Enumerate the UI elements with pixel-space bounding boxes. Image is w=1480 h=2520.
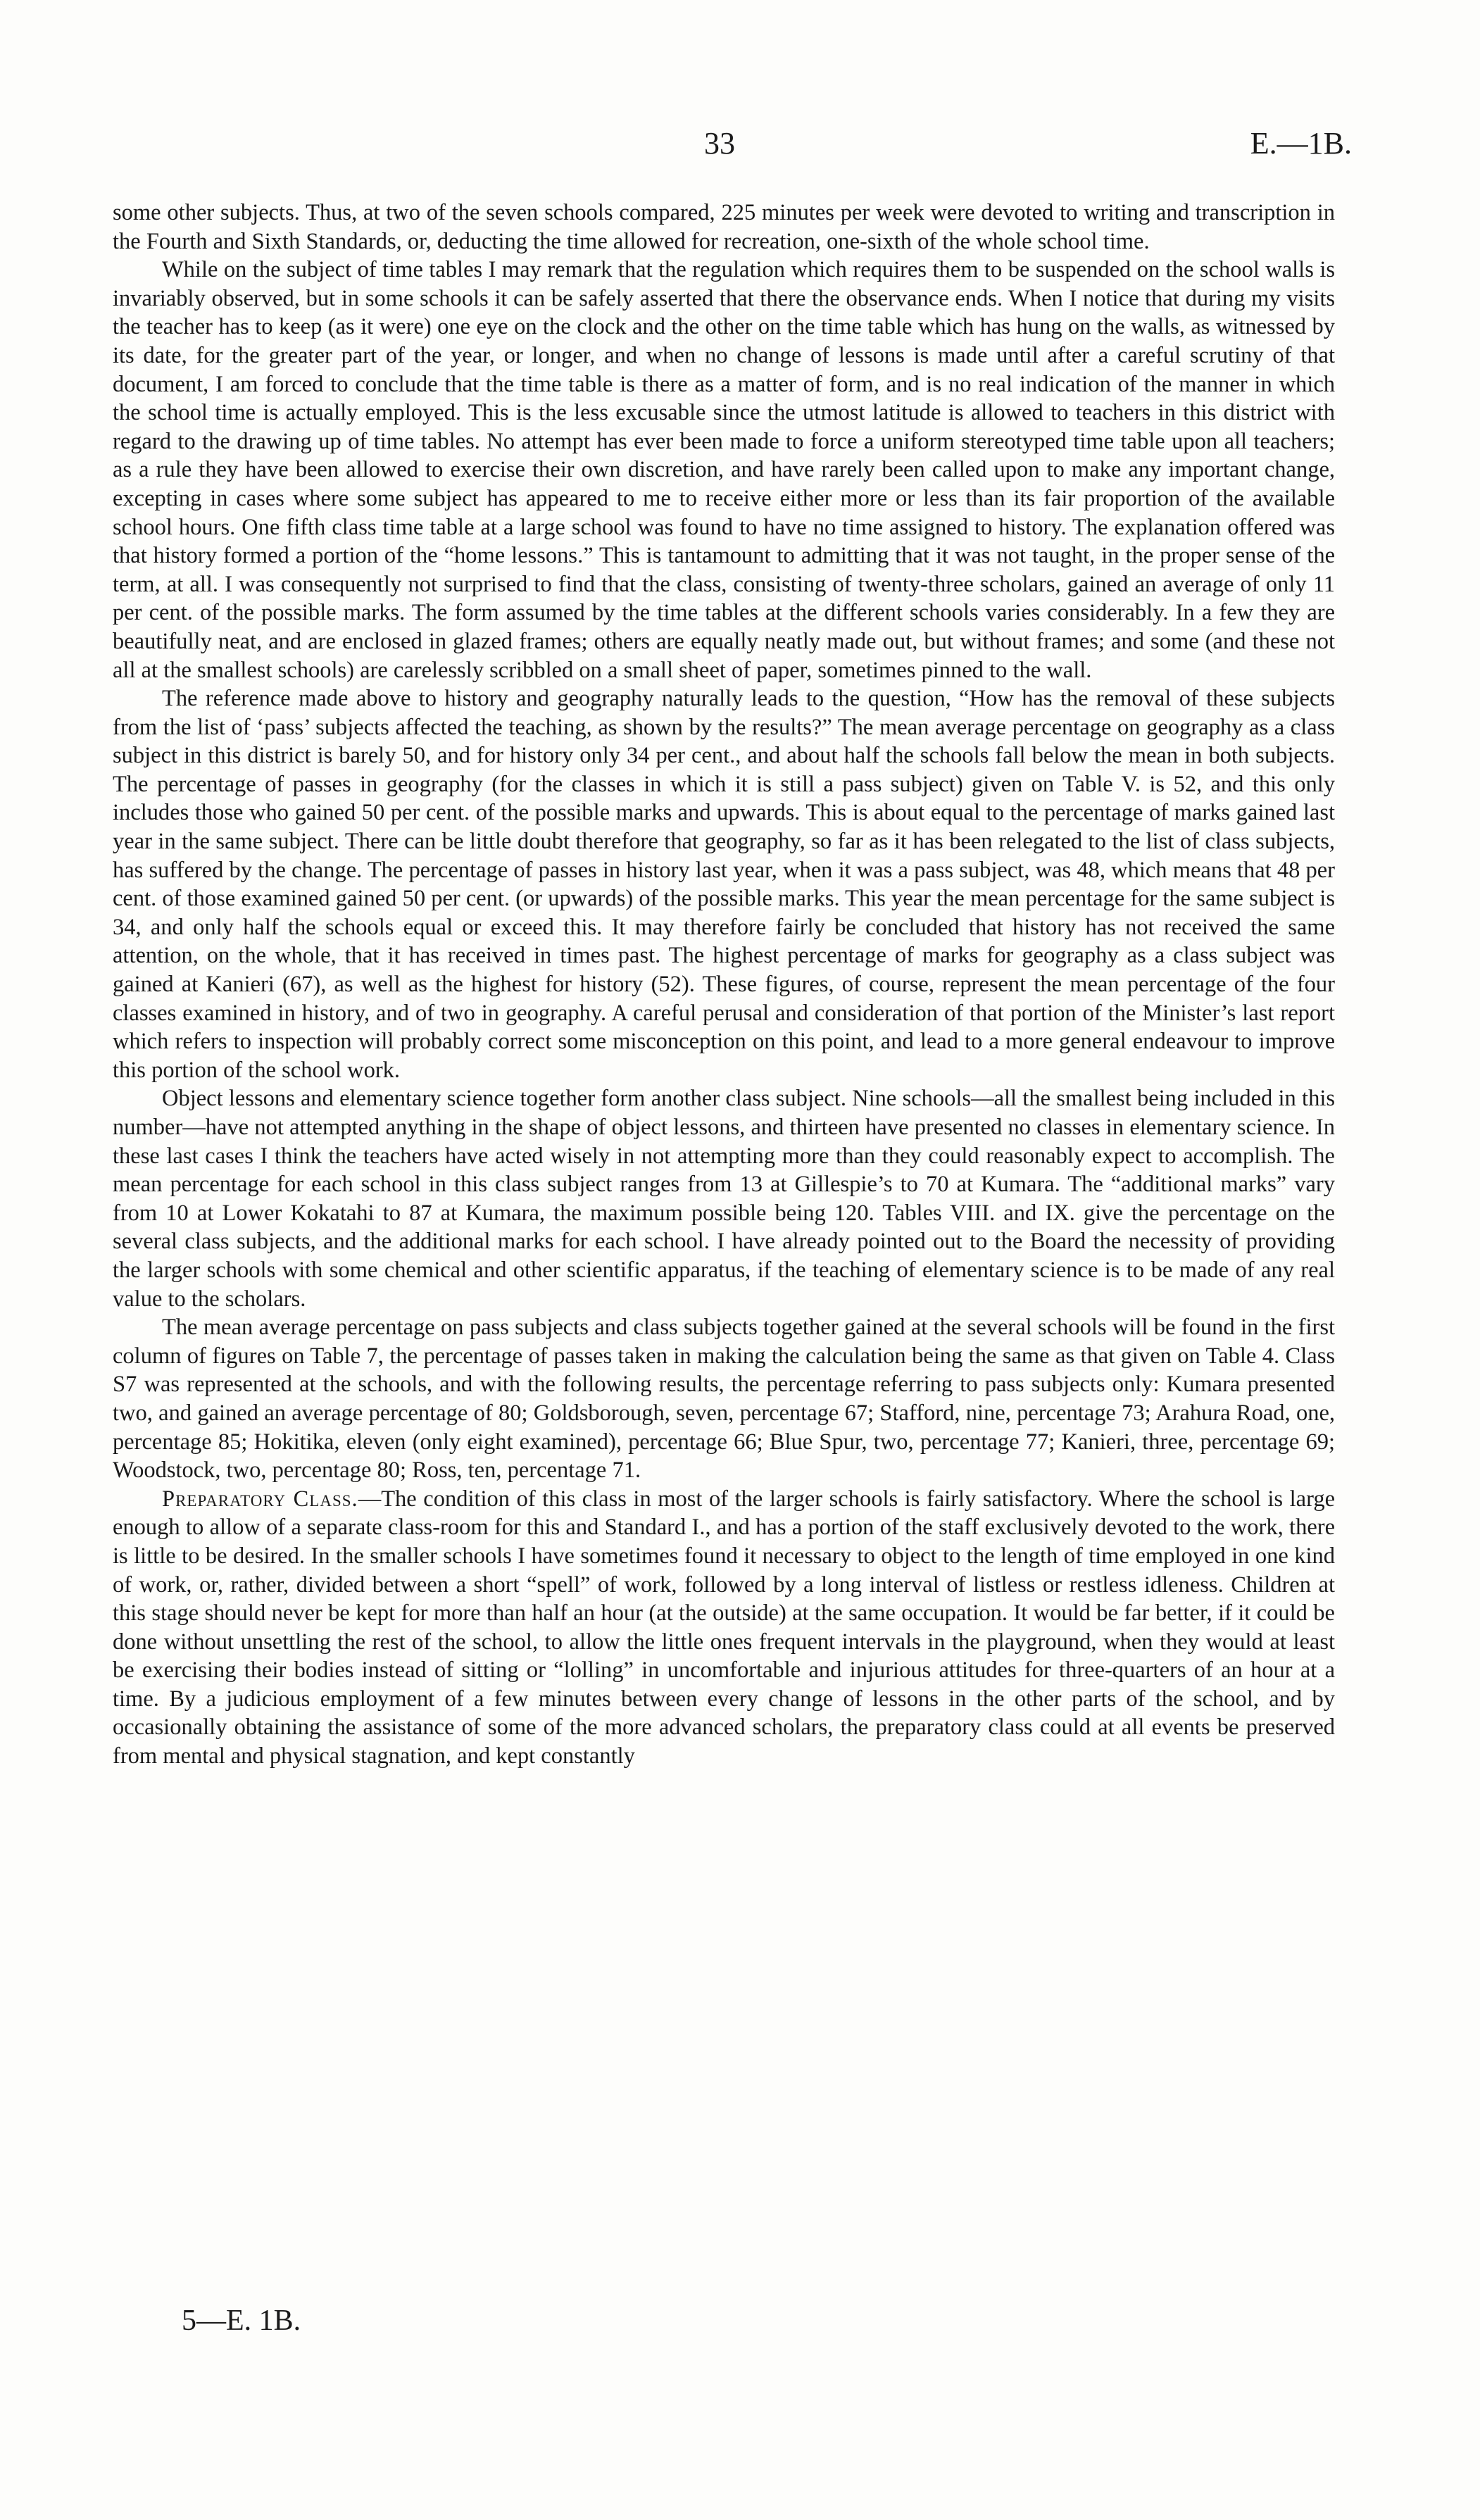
paragraph-time-tables: While on the subject of time tables I may remark that the regulation which requires them to be suspended on the school walls is invariably observed, but in some schools it can be safely asserted that there the observance ends. When I notice that during my visits the teacher has to keep (as it were) one eye on the clock and the other on the time table which has hung on the walls, as witnessed by its date, for the greater part of the year, or longer, and when no change of lessons is made until after a careful scrutiny of that document, I am forced to conclude that the time table is there as a matter of form, and is no real indication of the manner in which the school time is actually employed. This is the less excusable since the utmost latitude is allowed to teachers in this district with regard to the drawing up of time tables. No attempt has ever been made to force a uniform stereotyped time table upon all teachers; as a rule they have been allowed to exercise their own discretion, and have rarely been called upon to make any important change, excepting in cases where some subject has appeared to me to receive either more or less than its fair proportion of the available school hours. One fifth class time table at a large school was found to have no time assigned to history. The explanation offered was that history formed a portion of the “home lessons.” This is tantamount to admitting that it was not taught, in the proper sense of the term, at all. I was consequently not surprised to find that the class, consisting of twenty-three scholars, gained an average of only 11 per cent. of the possible marks. The form assumed by the time tables at the different schools varies considerably. In a few they are beautifully neat, and are enclosed in glazed frames; others are equally neatly made out, but without frames; and some (and these not all at the smallest schools) are carelessly scribbled on a small sheet of paper, sometimes pinned to the wall. bbox=[113, 257, 1335, 683]
paragraph-object-lessons: Object lessons and elementary science together form another class subject. Nine schools—all the smallest being included in this number—have not attempted anything in the shape of object lessons, and thirteen have presented no classes in elementary science. In these last cases I think the teachers have acted wisely in not attempting more than they could reasonably expect to accomplish. The mean percentage for each school in this class subject ranges from 13 at Gillespie’s to 70 at Kumara. The “additional marks” vary from 10 at Lower Kokatahi to 87 at Kumara, the maximum possible being 120. Tables VIII. and IX. give the percentage on the several class subjects, and the additional marks for each school. I have already pointed out to the Board the necessity of providing the larger schools with some chemical and other scientific apparatus, if the teaching of elementary science is to be made of any real value to the scholars. bbox=[113, 1086, 1335, 1312]
paragraph-continuation: some other subjects. Thus, at two of the seven schools compared, 225 minutes per week were devoted to writing and transcription in the Fourth and Sixth Standards, or, deducting the time allowed for recreation, one-sixth of the whole school time. bbox=[113, 200, 1335, 254]
page-header bbox=[113, 125, 1352, 175]
footer-signature-mark: 5—E. 1B. bbox=[182, 2305, 301, 2337]
document-reference: E.—1B. bbox=[1250, 126, 1352, 161]
body-text bbox=[113, 199, 1335, 1771]
paragraph-mean-average: The mean average percentage on pass subjects and class subjects together gained at the several schools will be found in the first column of figures on Table 7, the percentage of passes taken in making the calculation being the same as that given on Table 4. Class S7 was represented at the schools, and with the following results, the percentage referring to pass subjects only: Kumara presented two, and gained an average percentage of 80; Goldsborough, seven, percentage 67; Stafford, nine, percentage 73; Arahura Road, one, percentage 85; Hokitika, eleven (only eight examined), percentage 66; Blue Spur, two, percentage 77; Kanieri, three, percentage 69; Woodstock, two, percentage 80; Ross, ten, percentage 71. bbox=[113, 1315, 1335, 1484]
preparatory-class-text: —The condition of this class in most of the larger schools is fairly satisfactory. Where the school is large enough to allow of a separate class-room for this and Standard I., and has a portion of the staff exclusively devoted to the work, there is little to be desired. In the smaller schools I have sometimes found it necessary to object to the length of time employed in one kind of work, or, rather, divided between a short “spell” of work, followed by a long interval of listless or restless idleness. Children at this stage should never be kept for more than half an hour (at the outside) at the same occupation. It would be far better, if it could be done without unsettling the rest of the school, to allow the little ones frequent intervals in the playground, when they would at least be exercising their bodies instead of sitting or “lolling” in uncomfortable and injurious attitudes for three-quarters of an hour at a time. By a judicious employment of a few minutes between every change of lessons in the other parts of the school, and by occasionally obtaining the assistance of some of the more advanced scholars, the preparatory class could at all events be preserved from mental and physical stagnation, and kept constantly bbox=[113, 1486, 1335, 1769]
preparatory-class-heading: Preparatory Class. bbox=[162, 1486, 358, 1512]
paragraph-history-geography: The reference made above to history and geography naturally leads to the question, “How has the removal of these subjects from the list of ‘pass’ subjects affected the teaching, as shown by the results?” The mean average percentage on geography as a class subject in this district is barely 50, and for history only 34 per cent., and about half the schools fall below the mean in both subjects. The percentage of passes in geography (for the classes in which it is still a pass subject) given on Table V. is 52, and this only includes those who gained 50 per cent. of the possible marks and upwards. This is about equal to the percentage of marks gained last year in the same subject. There can be little doubt therefore that geography, so far as it has been relegated to the list of class subjects, has suffered by the change. The percentage of passes in history last year, when it was a pass subject, was 48, which means that 48 per cent. of those examined gained 50 per cent. (or upwards) of the possible marks. This year the mean percentage for the same subject is 34, and only half the schools equal or exceed this. It may therefore fairly be concluded that history has not received the same attention, on the whole, that it has received in times past. The highest percentage of marks for geography as a class subject was gained at Kanieri (67), as well as the highest for history (52). These figures, of course, represent the mean percentage of the four classes examined in history, and of two in geography. A careful perusal and consideration of that portion of the Minister’s last report which refers to inspection will probably correct some misconception on this point, and lead to a more general endeavour to improve this portion of the school work. bbox=[113, 686, 1335, 1083]
paragraph-preparatory-class bbox=[113, 1485, 1335, 1771]
page-number: 33 bbox=[704, 126, 735, 161]
